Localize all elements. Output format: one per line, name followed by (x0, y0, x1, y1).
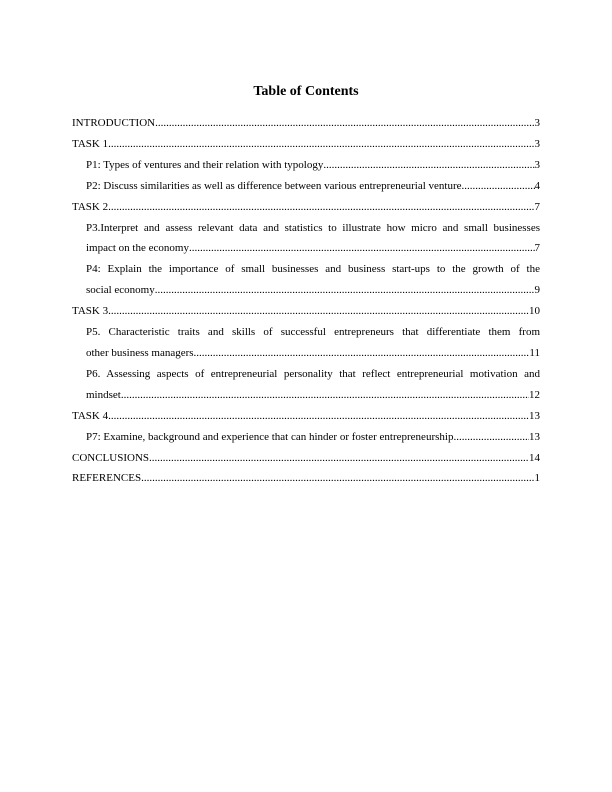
toc-entry-task-1[interactable] (72, 134, 540, 155)
toc-entry-label-line-1: P4: Explain the importance of small businesses and business start-ups to the growth of the (86, 263, 540, 276)
toc-page-number: 11 (529, 346, 540, 359)
toc-page-number: 7 (534, 200, 540, 213)
toc-entry-label: TASK 4 (72, 409, 109, 422)
dot-leader (462, 176, 535, 197)
toc-entry-label: P7: Examine, background and experience that can hinder or foster entrepreneurship (86, 430, 454, 443)
toc-page-number: 13 (529, 409, 540, 422)
toc-entry-task-3[interactable] (72, 301, 540, 322)
toc-entry-label-line-2: other business managers (86, 346, 194, 359)
dot-leader (194, 343, 530, 364)
toc-entry-label: TASK 2 (72, 200, 109, 213)
dot-leader (141, 468, 534, 489)
toc-page-number: 12 (529, 388, 540, 401)
toc-entry-label-line-2: social economy (86, 284, 155, 297)
dot-leader (108, 134, 534, 155)
table-of-contents (72, 113, 540, 489)
dot-leader (108, 197, 534, 218)
toc-page-number: 3 (534, 158, 540, 171)
toc-entry-label: TASK 1 (72, 137, 109, 150)
toc-entry-p7[interactable] (72, 427, 540, 448)
toc-entry-p1[interactable] (72, 155, 540, 176)
toc-page-number: 3 (534, 117, 540, 129)
toc-entry-p6[interactable] (72, 364, 540, 406)
toc-entry-p2[interactable] (72, 176, 540, 197)
toc-page-number: 1 (534, 472, 540, 485)
dot-leader (108, 301, 529, 322)
toc-entry-task-4[interactable] (72, 406, 540, 427)
toc-entry-label-line-1: P5. Characteristic traits and skills of successful entrepreneurs that differentiate them from (86, 326, 540, 339)
toc-entry-label-line-2: mindset (86, 388, 121, 401)
toc-entry-label: TASK 3 (72, 305, 109, 318)
toc-entry-label-line-2: impact on the economy (86, 242, 189, 255)
toc-title: Table of Contents (253, 84, 359, 99)
toc-page-number: 13 (529, 430, 540, 443)
dot-leader (189, 238, 535, 259)
toc-entry-references[interactable] (72, 468, 540, 489)
toc-entry-p4[interactable] (72, 259, 540, 301)
toc-entry-p3[interactable] (72, 218, 540, 260)
dot-leader (149, 448, 529, 469)
toc-entry-label: INTRODUCTION (72, 117, 156, 129)
dot-leader (453, 427, 529, 448)
toc-entry-label: REFERENCES (72, 472, 142, 485)
toc-entry-task-2[interactable] (72, 197, 540, 218)
toc-page-number: 4 (534, 179, 540, 192)
toc-entry-introduction[interactable] (72, 113, 540, 134)
dot-leader (155, 280, 535, 301)
dot-leader (323, 155, 534, 176)
toc-entry-label: CONCLUSIONS (72, 451, 150, 464)
toc-entry-label-line-1: P6. Assessing aspects of entrepreneurial personality that reflect entrepreneurial motivation and (86, 367, 540, 380)
toc-entry-label-line-1: P3.Interpret and assess relevant data and statistics to illustrate how micro and small businesses (86, 221, 540, 234)
toc-page-number: 7 (534, 242, 540, 255)
toc-entry-p5[interactable] (72, 322, 540, 364)
toc-entry-label: P1: Types of ventures and their relation with typology (86, 158, 324, 171)
toc-page-number: 14 (529, 451, 540, 464)
toc-page-number: 9 (534, 284, 540, 297)
toc-page-number: 10 (529, 305, 540, 318)
dot-leader (121, 385, 529, 406)
toc-entry-label: P2: Discuss similarities as well as difference between various entrepreneurial venture (86, 179, 462, 192)
dot-leader (155, 113, 534, 134)
dot-leader (108, 406, 529, 427)
toc-entry-conclusions[interactable] (72, 448, 540, 469)
toc-page-number: 3 (534, 137, 540, 150)
